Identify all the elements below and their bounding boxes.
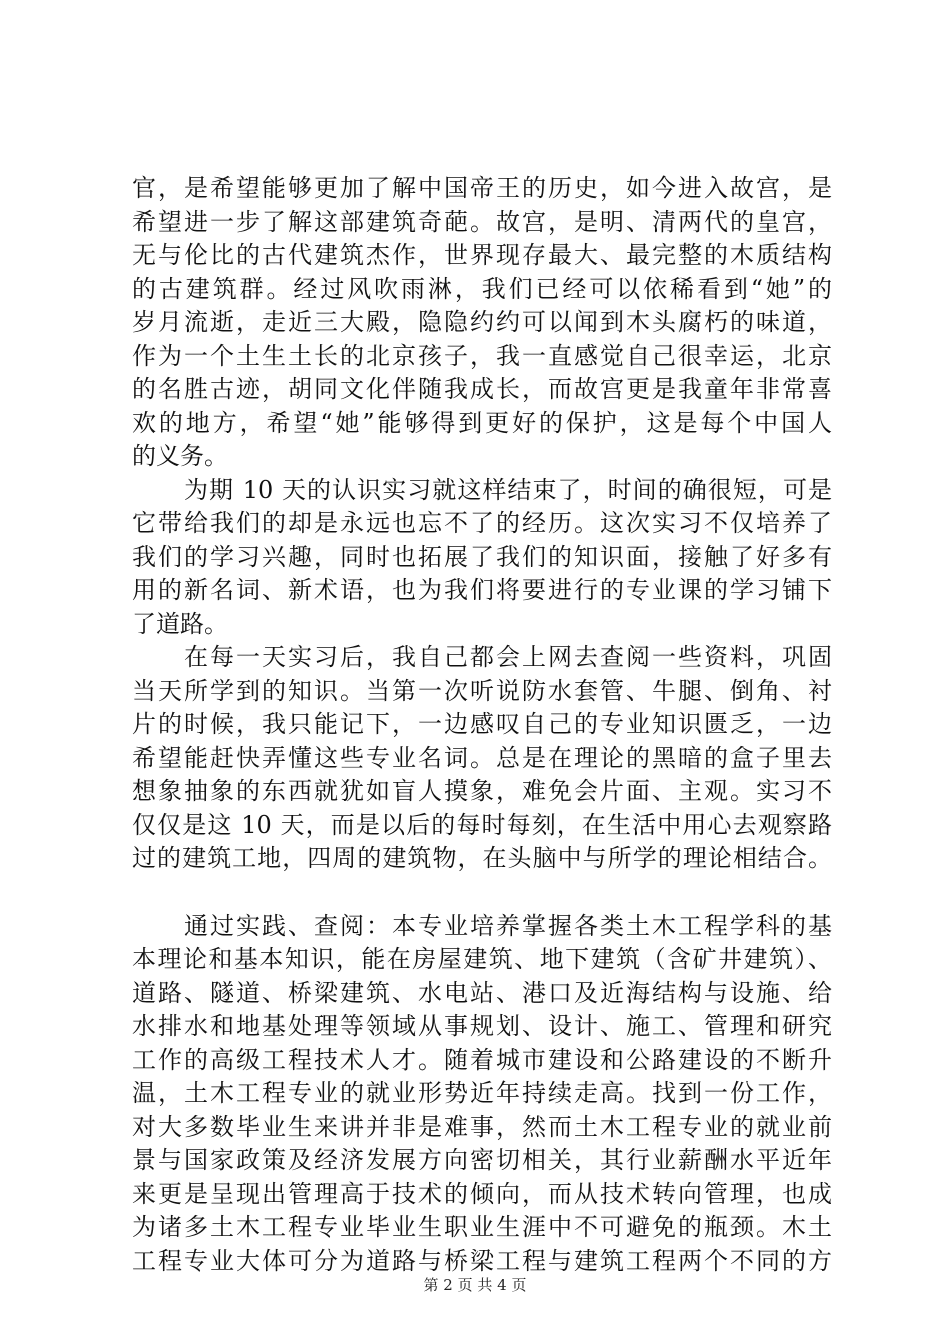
text-line: 为期 10 天的认识实习就这样结束了，时间的确很短，可是: [184, 475, 832, 504]
text-line: 当天所学到的知识。当第一次听说防水套管、牛腿、倒角、衬: [132, 676, 832, 705]
text-line: 为诸多土木工程专业毕业生职业生涯中不可避免的瓶颈。木土: [132, 1213, 832, 1241]
text-line: 作为一个土生土长的北京孩子，我一直感觉自己很幸运，北京: [132, 341, 832, 370]
text-line: 过的建筑工地，四周的建筑物，在头脑中与所学的理论相结合。: [132, 844, 832, 872]
text-line: 工作的高级工程技术人才。随着城市建设和公路建设的不断升: [132, 1045, 832, 1074]
document-body: [132, 172, 832, 1278]
text-line: 用的新名词、新术语，也为我们将要进行的专业课的学习铺下: [132, 576, 832, 604]
text-line: 景与国家政策及经济发展方向密切相关，其行业薪酬水平近年: [132, 1146, 832, 1174]
text-line: 无与伦比的古代建筑杰作，世界现存最大、最完整的木质结构: [132, 241, 832, 269]
text-line: 通过实践、查阅：本专业培养掌握各类土木工程学科的基: [184, 911, 832, 940]
text-line: 的古建筑群。经过风吹雨淋，我们已经可以依稀看到“她”的: [132, 274, 832, 303]
text-line: 道路、隧道、桥梁建筑、水电站、港口及近海结构与设施、给: [132, 978, 832, 1007]
text-line: 它带给我们的却是永远也忘不了的经历。这次实习不仅培养了: [132, 509, 832, 537]
text-line: 本理论和基本知识，能在房屋建筑、地下建筑（含矿井建筑）、: [132, 945, 832, 973]
text-line: 官，是希望能够更加了解中国帝王的历史，如今进入故宫，是: [132, 174, 832, 202]
text-line: 对大多数毕业生来讲并非是难事，然而土木工程专业的就业前: [132, 1112, 832, 1141]
text-line: 欢的地方，希望“她”能够得到更好的保护，这是每个中国人: [132, 408, 832, 437]
text-line: 在每一天实习后，我自己都会上网去查阅一些资料，巩固: [184, 643, 832, 671]
text-line: 的义务。: [132, 442, 228, 470]
text-line: 的名胜古迹，胡同文化伴随我成长，而故宫更是我童年非常喜: [132, 375, 832, 403]
text-line: 希望进一步了解这部建筑奇葩。故宫，是明、清两代的皇宫，: [132, 207, 832, 236]
text-line: 岁月流逝，走近三大殿，隐隐约约可以闻到木头腐朽的味道，: [132, 308, 832, 336]
text-line: 了道路。: [132, 609, 228, 638]
text-line: 来更是呈现出管理高于技术的倾向，而从技术转向管理，也成: [132, 1179, 832, 1208]
text-line: 仅仅是这 10 天，而是以后的每时每刻，在生活中用心去观察路: [132, 810, 832, 839]
paragraph-spacer: [132, 876, 832, 910]
paragraph-2: [132, 474, 832, 642]
text-line: 想象抽象的东西就犹如盲人摸象，难免会片面、主观。实习不: [132, 777, 832, 805]
text-line: 工程专业大体可分为道路与桥梁工程与建筑工程两个不同的方: [132, 1246, 832, 1275]
paragraph-3: [132, 641, 832, 876]
page-number-footer: 第 2 页 共 4 页: [423, 1276, 527, 1294]
text-line: 片的时候，我只能记下，一边感叹自己的专业知识匮乏，一边: [132, 710, 832, 738]
text-line: 我们的学习兴趣，同时也拓展了我们的知识面，接触了好多有: [132, 542, 832, 571]
text-line: 希望能赶快弄懂这些专业名词。总是在理论的黑暗的盒子里去: [132, 743, 832, 772]
text-line: 温，土木工程专业的就业形势近年持续走高。找到一份工作，: [132, 1079, 832, 1107]
paragraph-1: [132, 172, 832, 474]
paragraph-4: [132, 910, 832, 1279]
text-line: 水排水和地基处理等领域从事规划、设计、施工、管理和研究: [132, 1012, 832, 1040]
